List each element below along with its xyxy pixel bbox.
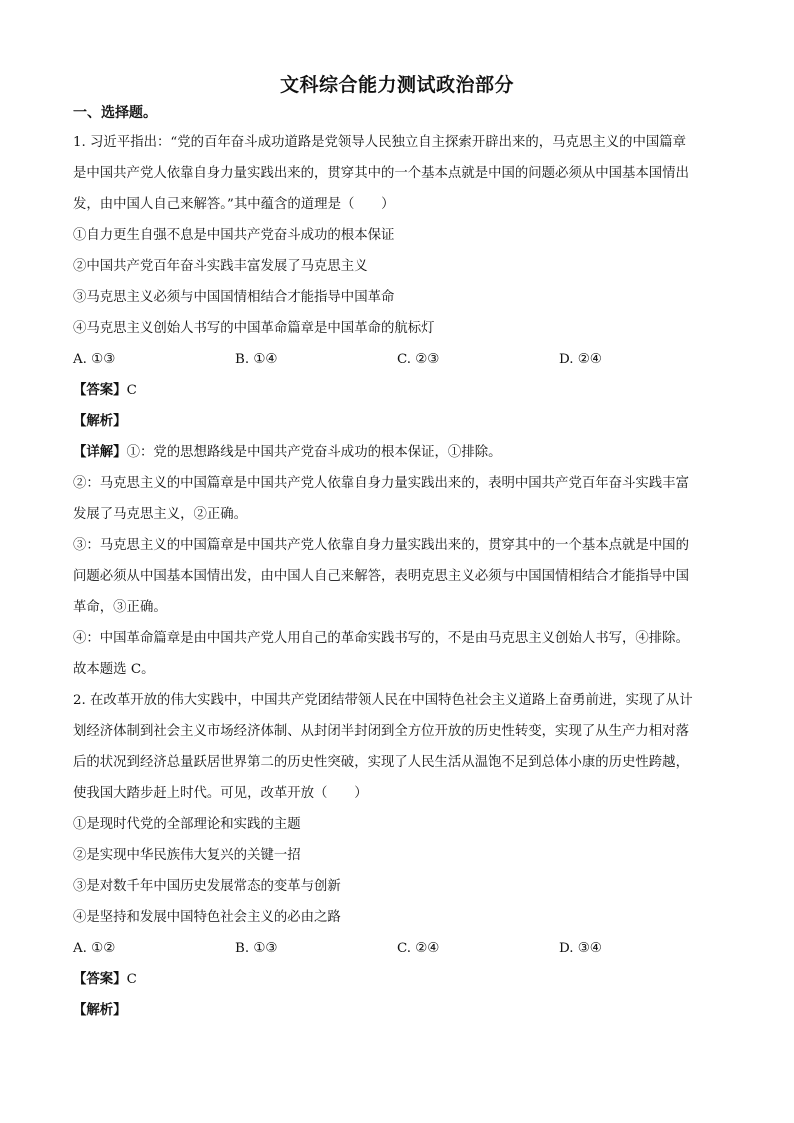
q2-item-4: ④是坚持和发展中国特色社会主义的必由之路 xyxy=(73,910,341,925)
q2-option-d: D. ③④ xyxy=(559,941,602,956)
q2-stem-line-2: 划经济体制到社会主义市场经济体制、从封闭半封闭到全方位开放的历史性转变，实现了从生产力相对落 xyxy=(73,724,689,739)
q2-answer xyxy=(73,964,721,995)
document-content xyxy=(73,127,721,1026)
q1-options xyxy=(73,344,721,375)
q2-option-c: C. ②④ xyxy=(397,941,440,956)
q1-detail-line-5: 问题必须从中国基本国情出发，由中国人自己来解答，表明克思主义必须与中国国情相结合才能指导中国 xyxy=(73,569,689,584)
q1-detail-line-4: ③：马克思主义的中国篇章是中国共产党人依靠自身力量实践出来的，贯穿其中的一个基本点就是中国的 xyxy=(73,538,689,553)
q2-option-b: B. ①③ xyxy=(235,941,278,956)
q1-option-c: C. ②③ xyxy=(397,352,440,367)
q1-detail-line-3: 发展了马克思主义，②正确。 xyxy=(73,507,248,522)
section-heading: 一、选择题。 xyxy=(73,105,157,121)
q1-stem-line-2: 是中国共产党人依靠自身力量实践出来的，贯穿其中的一个基本点就是中国的问题必须从中国基本国情出 xyxy=(73,166,689,181)
q2-options xyxy=(73,933,721,964)
q1-option-b: B. ①④ xyxy=(235,352,278,367)
q1-detail-text-1: ①：党的思想路线是中国共产党奋斗成功的根本保证，①排除。 xyxy=(126,445,502,460)
q1-detail-tag: 【详解】 xyxy=(73,444,127,460)
q1-item-2: ②中国共产党百年奋斗实践丰富发展了马克思主义 xyxy=(73,259,368,274)
q1-detail-line-2: ②：马克思主义的中国篇章是中国共产党人依靠自身力量实践出来的，表明中国共产党百年奋斗实践丰富 xyxy=(73,476,689,491)
q2-stem-line-1: 2. 在改革开放的伟大实践中，中国共产党团结带领人民在中国特色社会主义道路上奋勇前进，实现了从计 xyxy=(73,693,693,708)
q1-answer xyxy=(73,375,721,406)
question-2 xyxy=(73,685,721,1026)
q1-detail-line-6: 革命，③正确。 xyxy=(73,600,167,615)
q2-stem-line-3: 后的状况到经济总量跃居世界第二的历史性突破，实现了人民生活从温饱不足到总体小康的历史性跨越， xyxy=(73,755,689,770)
q1-option-a: A. ①③ xyxy=(73,352,116,367)
question-1 xyxy=(73,127,721,685)
q1-stem-line-1: 1. 习近平指出：“党的百年奋斗成功道路是党领导人民独立自主探索开辟出来的，马克思主义的中国篇章 xyxy=(73,135,687,150)
q2-stem-line-4: 使我国大踏步赶上时代。可见，改革开放（ ） xyxy=(73,786,368,801)
q1-item-3: ③马克思主义必须与中国国情相结合才能指导中国革命 xyxy=(73,290,395,305)
q1-option-d: D. ②④ xyxy=(559,352,602,367)
q1-answer-tag: 【答案】 xyxy=(73,382,127,398)
q1-detail-line-1 xyxy=(73,437,721,468)
q1-analysis-tag: 【解析】 xyxy=(73,413,127,429)
q2-item-3: ③是对数千年中国历史发展常态的变革与创新 xyxy=(73,879,341,894)
q1-stem-line-3: 发，由中国人自己来解答。”其中蕴含的道理是（ ） xyxy=(73,197,395,212)
q1-item-1: ①自力更生自强不息是中国共产党奋斗成功的根本保证 xyxy=(73,228,395,243)
q1-conclusion: 故本题选 C。 xyxy=(73,662,155,677)
q1-item-4: ④马克思主义创始人书写的中国革命篇章是中国革命的航标灯 xyxy=(73,321,435,336)
q2-answer-value: C xyxy=(126,972,137,987)
q2-answer-tag: 【答案】 xyxy=(73,971,127,987)
q2-item-1: ①是现时代党的全部理论和实践的主题 xyxy=(73,817,301,832)
q2-option-a: A. ①② xyxy=(73,941,116,956)
q2-analysis-tag: 【解析】 xyxy=(73,1002,127,1018)
q1-answer-value: C xyxy=(126,383,137,398)
page-title: 文科综合能力测试政治部分 xyxy=(279,74,514,96)
q2-item-2: ②是实现中华民族伟大复兴的关键一招 xyxy=(73,848,301,863)
q1-detail-line-7: ④：中国革命篇章是由中国共产党人用自己的革命实践书写的，不是由马克思主义创始人书写，④排除。 xyxy=(73,631,689,646)
